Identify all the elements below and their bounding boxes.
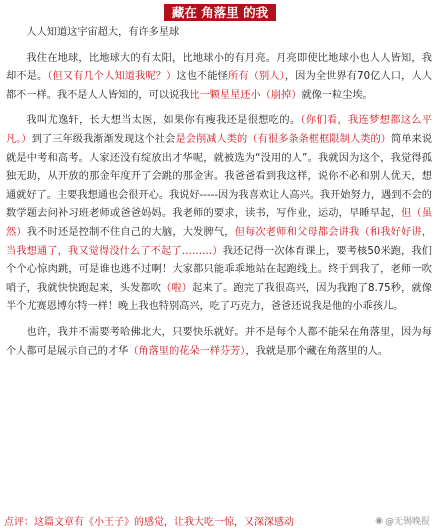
annotation-text: （啦） — [161, 282, 193, 294]
annotation-text: 比一颗星星还小（崩掉） — [189, 89, 302, 101]
paragraph-text: ，因为全世界有70亿人口，人人都不一样。我不是人人皆知的，可以说我 — [6, 71, 433, 101]
annotation-text: （角落里的花朵一样芬芳） — [128, 345, 246, 357]
paragraph-text: 也许，我并不需要考哈佛北大，只要快乐就好。并不是每个人都不能呆在角落里，因为每个人都可是展示自己的才华 — [6, 326, 432, 357]
annotation-text: 所有（别人） — [228, 71, 285, 83]
paragraph-text: 人人知道这宇宙超大，有许多星球 — [26, 27, 180, 38]
paragraph-text: 我住在地球，比地球大的有太阳，比地球小的有月亮。月亮即使比地球小也人人皆知，我却不是。 — [6, 52, 432, 83]
paragraph — [6, 324, 432, 361]
paragraph-text: 起来了。跑完了我很高兴，因为我跑了8.75秒，就像半个尤赛恩博尔特一样！晚上我也特别高兴，吃了巧克力，爸爸还说我是他的小乖孩儿。 — [6, 282, 433, 313]
title-wrap — [0, 2, 440, 21]
paragraph-text: 我还记得一次体育课上，要考核50米跑，我们个个心惊肉跳，可是谁也逃不过啊！大家都只能乖乖地站在起跑线上。终于到我了，老师一吹哨子，我就快快跑起来，头发都吹 — [6, 245, 432, 294]
paragraph-text: 我不时还是控制不住自己的大脑，大发脾气， — [26, 226, 235, 238]
paragraph-text: 简单来说就是中考和高考。人家还没有绽放出才华呢，就被选为“没用的人”。我就因为这个，我觉得孤独无助，从开放的那金年度开了会跳的那金害。我爸爸看到我这样，说你不必和别人优天，想通就好了。主要我想通也会很开心。我说好-----因为我喜欢让人高兴。我开始努力，遇到不会的数学题去问补习班老师或爸爸妈妈。我老师的要求，读书，写作业，运动，早睡早起， — [6, 133, 433, 220]
comment-label: 点评： — [4, 517, 34, 528]
paragraph-text: 我叫尤逸轩，长大想当太医，如果你有瘦我还是很想吃的。 — [26, 115, 301, 127]
article-title: 藏在 角落里 的我 — [164, 4, 276, 21]
paragraph-text: 就像一粒尘埃。 — [301, 89, 373, 101]
comment-footer — [4, 516, 436, 530]
annotation-text: （你们看，我连梦想都这么平凡。） — [6, 115, 433, 145]
paragraph-text: 这也不能怪 — [176, 71, 229, 83]
paragraph-text: 到了三年级我渐渐发现这个社会 — [31, 133, 176, 145]
annotation-text: 但（虽然） — [6, 208, 433, 238]
annotation-text: （但又有几个人知道我呢？） — [47, 71, 177, 83]
watermark — [373, 514, 432, 527]
paragraph-text: ，我就是那个藏在角落里的人。 — [245, 345, 389, 357]
paragraph — [6, 112, 432, 317]
watermark-text: @无锡晚报 — [384, 517, 430, 527]
paragraph — [6, 24, 432, 43]
comment-text: 这篇文章有《小王子》的感觉，让我大吃一惊，又深深感动 — [34, 517, 294, 528]
weibo-icon: ◉ — [375, 515, 383, 526]
annotation-text: 是会削减人类的（有很多条条框框限制人类的） — [175, 133, 392, 145]
article-body — [6, 24, 432, 368]
annotation-text: 但每次老师和父母都会讲我（和我好好讲，当我想通了，我又觉得没什么了不起了………） — [6, 226, 433, 257]
paragraph — [6, 50, 432, 106]
